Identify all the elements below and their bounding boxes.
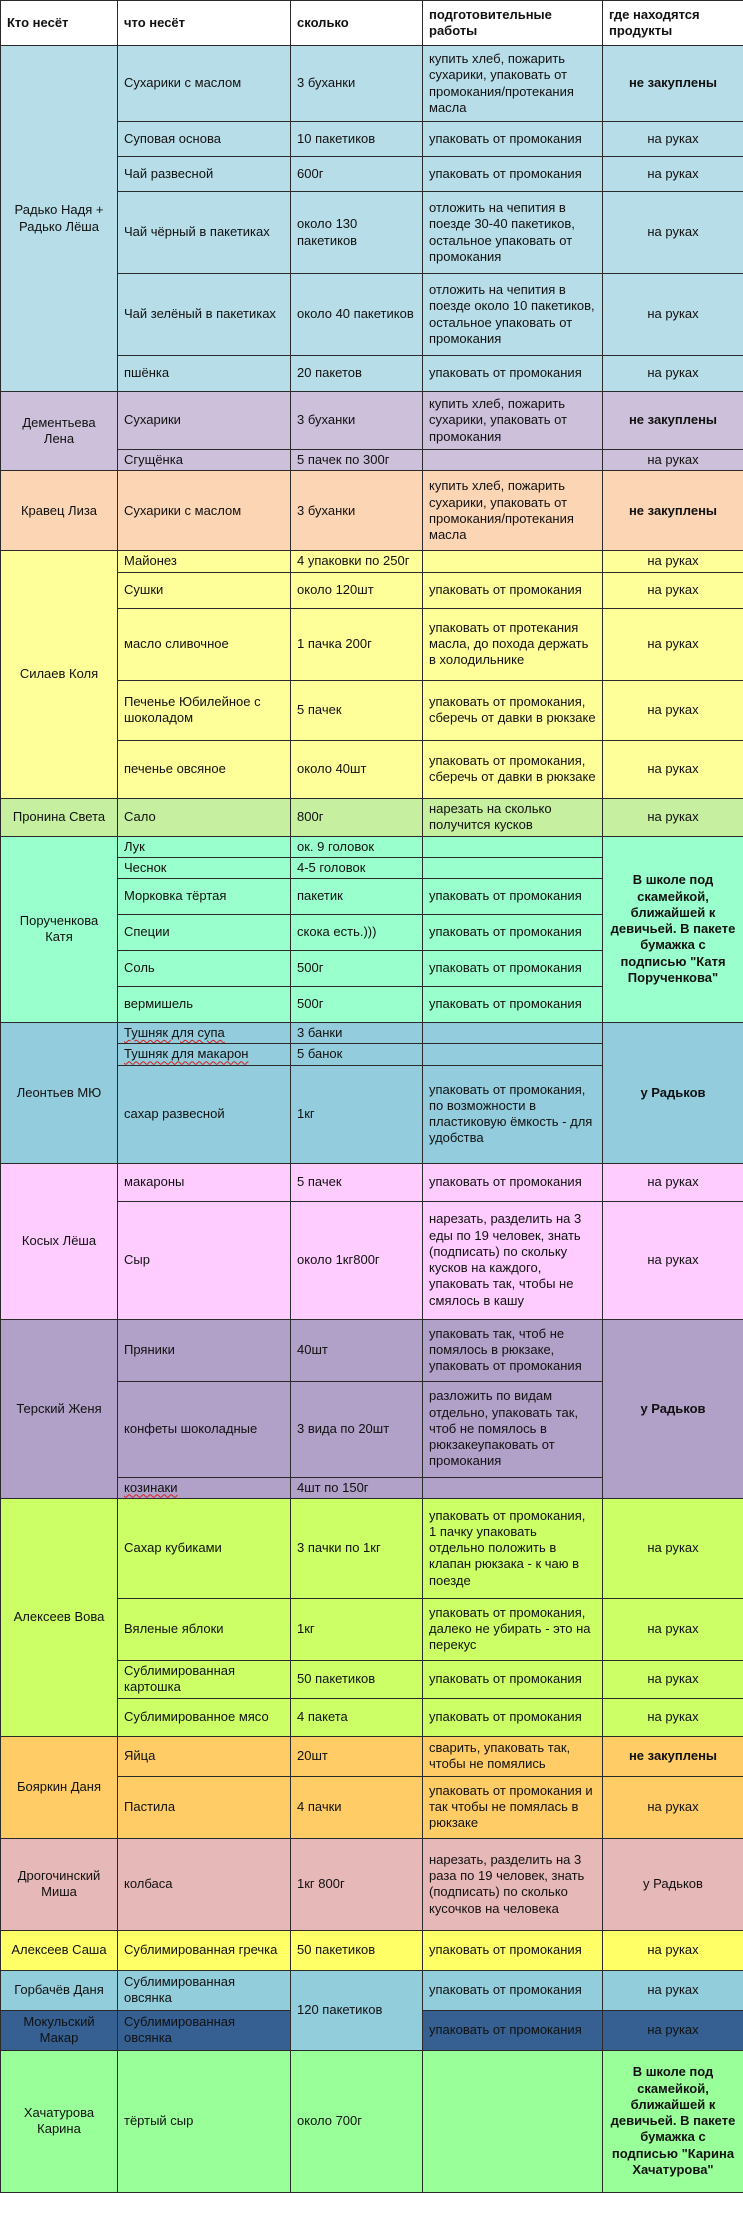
item-cell[interactable]: пшёнка <box>118 356 291 392</box>
qty-cell[interactable]: 5 банок <box>291 1044 423 1065</box>
item-cell[interactable]: Сухарики <box>118 392 291 450</box>
table-row <box>1 1930 743 1970</box>
prep-cell[interactable]: упаковать от промокания <box>423 915 603 951</box>
status-cell[interactable]: на руках <box>603 1498 743 1598</box>
item-cell[interactable]: Яйца <box>118 1736 291 1776</box>
qty-cell[interactable]: 5 пачек <box>291 680 423 740</box>
item-cell[interactable]: Вяленые яблоки <box>118 1598 291 1660</box>
prep-cell[interactable]: упаковать от промокания <box>423 572 603 608</box>
item-cell[interactable]: колбаса <box>118 1838 291 1930</box>
qty-cell[interactable]: 120 пакетиков <box>291 1970 423 2050</box>
prep-cell[interactable]: упаковать от промокания <box>423 1930 603 1970</box>
status-cell[interactable]: на руках <box>603 1776 743 1838</box>
status-cell[interactable]: у Радьков <box>603 1023 743 1164</box>
person-cell[interactable]: Кравец Лиза <box>1 471 118 551</box>
item-cell[interactable]: Сахар кубиками <box>118 1498 291 1598</box>
item-cell[interactable]: Сгущёнка <box>118 450 291 471</box>
qty-cell[interactable]: 20шт <box>291 1736 423 1776</box>
status-cell[interactable]: не закуплены <box>603 1736 743 1776</box>
location-note-cell[interactable]: В школе под скамейкой, ближайшей к девичьей. В пакете бумажка с подписью "Катя Порученкова" <box>603 836 743 1023</box>
table-row <box>1 1736 743 1776</box>
qty-cell[interactable]: 3 буханки <box>291 471 423 551</box>
prep-cell[interactable]: упаковать от промокания <box>423 987 603 1023</box>
item-text: козинаки <box>124 1479 178 1495</box>
prep-cell[interactable]: упаковать от промокания, сберечь от давки в рюкзаке <box>423 680 603 740</box>
qty-cell[interactable]: 600г <box>291 157 423 192</box>
prep-cell[interactable]: нарезать, разделить на 3 еды по 19 человек, знать (подписать) по скольку кусков на каждого, упаковать так, чтобы не смялось в кашу <box>423 1201 603 1319</box>
table-row <box>1 1970 743 2010</box>
prep-cell[interactable] <box>423 1477 603 1498</box>
item-cell[interactable]: Сухарики с маслом <box>118 471 291 551</box>
item-cell[interactable]: Сублимированная картошка <box>118 1660 291 1698</box>
item-cell[interactable]: конфеты шоколадные <box>118 1381 291 1477</box>
table-row <box>1 1319 743 1381</box>
header-who[interactable]: Кто несёт <box>1 1 118 46</box>
header-prep[interactable]: подготовительные работы <box>423 1 603 46</box>
qty-cell[interactable]: 1 пачка 200г <box>291 608 423 680</box>
status-cell[interactable]: на руках <box>603 450 743 471</box>
table-row <box>1 392 743 450</box>
qty-cell[interactable]: около 1кг800г <box>291 1201 423 1319</box>
status-cell[interactable]: на руках <box>603 356 743 392</box>
prep-cell[interactable] <box>423 450 603 471</box>
qty-cell[interactable]: 10 пакетиков <box>291 122 423 157</box>
prep-cell[interactable]: упаковать от промокания <box>423 879 603 915</box>
qty-cell[interactable]: 3 вида по 20шт <box>291 1381 423 1477</box>
prep-cell[interactable]: упаковать от промокания, сберечь от давки в рюкзаке <box>423 740 603 798</box>
item-cell[interactable]: Сублимированная овсянка <box>118 2010 291 2050</box>
item-cell[interactable]: Пастила <box>118 1776 291 1838</box>
qty-cell[interactable]: 800г <box>291 798 423 836</box>
prep-cell[interactable]: упаковать от промокания <box>423 356 603 392</box>
qty-cell[interactable]: 5 пачек <box>291 1163 423 1201</box>
item-cell[interactable] <box>118 1023 291 1044</box>
item-cell[interactable]: Сублимированная гречка <box>118 1930 291 1970</box>
item-cell[interactable]: Пряники <box>118 1319 291 1381</box>
status-cell[interactable]: на руках <box>603 274 743 356</box>
prep-cell[interactable]: упаковать от промокания <box>423 951 603 987</box>
item-cell[interactable]: Соль <box>118 951 291 987</box>
table-row <box>1 798 743 836</box>
table-row <box>1 2050 743 2192</box>
prep-cell[interactable]: упаковать от промокания <box>423 1163 603 1201</box>
prep-cell[interactable] <box>423 1044 603 1065</box>
prep-cell[interactable]: нарезать на сколько получится кусков <box>423 798 603 836</box>
status-cell[interactable]: на руках <box>603 157 743 192</box>
table-row <box>1 471 743 551</box>
status-cell[interactable]: у Радьков <box>603 1319 743 1498</box>
item-cell[interactable]: Сушки <box>118 572 291 608</box>
prep-cell[interactable] <box>423 551 603 572</box>
person-cell[interactable]: Дрогочинский Миша <box>1 1838 118 1930</box>
qty-cell[interactable]: около 120шт <box>291 572 423 608</box>
person-cell[interactable]: Хачатурова Карина <box>1 2050 118 2192</box>
person-cell[interactable]: Мокульский Макар <box>1 2010 118 2050</box>
qty-cell[interactable]: 3 банки <box>291 1023 423 1044</box>
status-cell[interactable]: у Радьков <box>603 1838 743 1930</box>
person-cell[interactable]: Дементьева Лена <box>1 392 118 471</box>
qty-cell[interactable]: 1кг <box>291 1065 423 1163</box>
item-cell[interactable]: Морковка тёртая <box>118 879 291 915</box>
prep-cell[interactable]: упаковать от промокания <box>423 1698 603 1736</box>
status-cell[interactable]: на руках <box>603 572 743 608</box>
prep-cell[interactable]: упаковать от промокания, по возможности в пластиковую ёмкость - для удобства <box>423 1065 603 1163</box>
qty-cell[interactable]: пакетик <box>291 879 423 915</box>
qty-cell[interactable]: около 40 пакетиков <box>291 274 423 356</box>
qty-cell[interactable]: скока есть.))) <box>291 915 423 951</box>
status-cell[interactable]: не закуплены <box>603 46 743 122</box>
item-cell[interactable]: Сыр <box>118 1201 291 1319</box>
prep-cell[interactable]: упаковать от промокания <box>423 1660 603 1698</box>
item-cell[interactable]: Специи <box>118 915 291 951</box>
status-cell[interactable]: на руках <box>603 1930 743 1970</box>
qty-cell[interactable]: 500г <box>291 987 423 1023</box>
status-cell[interactable]: не закуплены <box>603 392 743 450</box>
prep-cell[interactable]: отложить на чепития в поезде 30-40 пакетиков, остальное упаковать от промокания <box>423 192 603 274</box>
status-cell[interactable]: на руках <box>603 122 743 157</box>
qty-cell[interactable]: 4шт по 150г <box>291 1477 423 1498</box>
table-row <box>1 1838 743 1930</box>
qty-cell[interactable]: около 700г <box>291 2050 423 2192</box>
prep-cell[interactable] <box>423 1023 603 1044</box>
header-where[interactable]: где находятся продукты <box>603 1 743 46</box>
qty-cell[interactable]: 3 буханки <box>291 392 423 450</box>
item-cell[interactable]: Суповая основа <box>118 122 291 157</box>
qty-cell[interactable]: 4 пакета <box>291 1698 423 1736</box>
status-cell[interactable]: на руках <box>603 1201 743 1319</box>
prep-cell[interactable] <box>423 857 603 878</box>
prep-cell[interactable]: упаковать от промокания <box>423 2010 603 2050</box>
qty-cell[interactable]: 3 буханки <box>291 46 423 122</box>
person-cell[interactable]: Радько Надя + Радько Лёша <box>1 46 118 392</box>
item-cell[interactable]: Сало <box>118 798 291 836</box>
item-cell[interactable] <box>118 1044 291 1065</box>
item-cell[interactable]: Сублимированное мясо <box>118 1698 291 1736</box>
item-cell[interactable]: вермишель <box>118 987 291 1023</box>
table-row <box>1 551 743 572</box>
prep-cell[interactable]: купить хлеб, пожарить сухарики, упаковать от промокания/протекания масла <box>423 471 603 551</box>
prep-cell[interactable]: разложить по видам отдельно, упаковать так, чтоб не помялось в рюкзакеупаковать от промокания <box>423 1381 603 1477</box>
prep-cell[interactable]: нарезать, разделить на 3 раза по 19 человек, знать (подписать) по сколько кусочков на человека <box>423 1838 603 1930</box>
item-cell[interactable]: Сухарики с маслом <box>118 46 291 122</box>
qty-cell[interactable]: 4-5 головок <box>291 857 423 878</box>
person-cell[interactable]: Горбачёв Даня <box>1 1970 118 2010</box>
person-cell[interactable]: Силаев Коля <box>1 551 118 798</box>
item-cell[interactable]: Чай зелёный в пакетиках <box>118 274 291 356</box>
status-cell[interactable]: на руках <box>603 1163 743 1201</box>
item-cell[interactable]: макароны <box>118 1163 291 1201</box>
prep-cell[interactable]: упаковать от промокания и так чтобы не помялась в рюкзаке <box>423 1776 603 1838</box>
item-cell[interactable]: Чай развесной <box>118 157 291 192</box>
qty-cell[interactable]: 5 пачек по 300г <box>291 450 423 471</box>
qty-cell[interactable]: 500г <box>291 951 423 987</box>
status-cell[interactable]: на руках <box>603 798 743 836</box>
qty-cell[interactable]: 50 пакетиков <box>291 1930 423 1970</box>
qty-cell[interactable]: 50 пакетиков <box>291 1660 423 1698</box>
status-cell[interactable]: на руках <box>603 1660 743 1698</box>
status-cell[interactable]: на руках <box>603 551 743 572</box>
item-cell[interactable]: Майонез <box>118 551 291 572</box>
status-cell[interactable]: не закуплены <box>603 471 743 551</box>
qty-cell[interactable]: 20 пакетов <box>291 356 423 392</box>
status-cell[interactable]: на руках <box>603 680 743 740</box>
person-cell[interactable]: Алексеев Саша <box>1 1930 118 1970</box>
status-cell[interactable]: на руках <box>603 2010 743 2050</box>
location-note-cell[interactable]: В школе под скамейкой, ближайшей к девичьей. В пакете бумажка с подписью "Карина Хачатурова" <box>603 2050 743 2192</box>
status-cell[interactable]: на руках <box>603 740 743 798</box>
qty-cell[interactable]: 1кг <box>291 1598 423 1660</box>
table-row <box>1 836 743 857</box>
qty-cell[interactable]: 40шт <box>291 1319 423 1381</box>
item-cell[interactable]: печенье овсяное <box>118 740 291 798</box>
person-cell[interactable]: Порученкова Катя <box>1 836 118 1023</box>
prep-cell[interactable]: упаковать от промокания <box>423 122 603 157</box>
status-cell[interactable]: на руках <box>603 1598 743 1660</box>
prep-cell[interactable]: упаковать от протекания масла, до похода держать в холодильнике <box>423 608 603 680</box>
qty-cell[interactable]: 4 упаковки по 250г <box>291 551 423 572</box>
person-cell[interactable]: Терский Женя <box>1 1319 118 1498</box>
table-row <box>1 1023 743 1044</box>
item-cell[interactable] <box>118 1477 291 1498</box>
prep-cell[interactable]: упаковать от промокания <box>423 157 603 192</box>
qty-cell[interactable]: около 130 пакетиков <box>291 192 423 274</box>
prep-cell[interactable]: упаковать от промокания, далеко не убирать - это на перекус <box>423 1598 603 1660</box>
item-cell[interactable]: Лук <box>118 836 291 857</box>
qty-cell[interactable]: 1кг 800г <box>291 1838 423 1930</box>
person-cell[interactable]: Пронина Света <box>1 798 118 836</box>
item-cell[interactable]: Печенье Юбилейное с шоколадом <box>118 680 291 740</box>
prep-cell[interactable] <box>423 836 603 857</box>
person-cell[interactable]: Алексеев Вова <box>1 1498 118 1736</box>
qty-cell[interactable]: ок. 9 головок <box>291 836 423 857</box>
status-cell[interactable]: на руках <box>603 1970 743 2010</box>
prep-cell[interactable]: сварить, упаковать так, чтобы не помялись <box>423 1736 603 1776</box>
status-cell[interactable]: на руках <box>603 1698 743 1736</box>
prep-cell[interactable]: упаковать от промокания, 1 пачку упаковать отдельно положить в клапан рюкзака - к чаю в поезде <box>423 1498 603 1598</box>
prep-cell[interactable]: отложить на чепития в поезде около 10 пакетиков, остальное упаковать от промокания <box>423 274 603 356</box>
table-row <box>1 46 743 122</box>
header-what[interactable]: что несёт <box>118 1 291 46</box>
item-cell[interactable]: сахар развесной <box>118 1065 291 1163</box>
qty-cell[interactable]: 3 пачки по 1кг <box>291 1498 423 1598</box>
item-text: Тушняк для супа <box>124 1025 225 1040</box>
qty-cell[interactable]: около 40шт <box>291 740 423 798</box>
person-cell[interactable]: Бояркин Даня <box>1 1736 118 1838</box>
status-cell[interactable]: на руках <box>603 192 743 274</box>
item-cell[interactable]: тёртый сыр <box>118 2050 291 2192</box>
prep-cell[interactable]: купить хлеб, пожарить сухарики, упаковать от промокания <box>423 392 603 450</box>
item-text: Тушняк для макарон <box>124 1046 249 1062</box>
prep-cell[interactable]: купить хлеб, пожарить сухарики, упаковать от промокания/протекания масла <box>423 46 603 122</box>
table-row <box>1 1163 743 1201</box>
person-cell[interactable]: Косых Лёша <box>1 1163 118 1319</box>
item-cell[interactable]: масло сливочное <box>118 608 291 680</box>
prep-cell[interactable]: упаковать так, чтоб не помялось в рюкзаке, упаковать от промокания <box>423 1319 603 1381</box>
person-cell[interactable]: Леонтьев МЮ <box>1 1023 118 1164</box>
qty-cell[interactable]: 4 пачки <box>291 1776 423 1838</box>
status-cell[interactable]: на руках <box>603 608 743 680</box>
table-row <box>1 1498 743 1598</box>
item-cell[interactable]: Сублимированная овсянка <box>118 1970 291 2010</box>
header-qty[interactable]: сколько <box>291 1 423 46</box>
header-row <box>1 1 743 46</box>
item-cell[interactable]: Чеснок <box>118 857 291 878</box>
prep-cell[interactable] <box>423 2050 603 2192</box>
item-cell[interactable]: Чай чёрный в пакетиках <box>118 192 291 274</box>
prep-cell[interactable]: упаковать от промокания <box>423 1970 603 2010</box>
